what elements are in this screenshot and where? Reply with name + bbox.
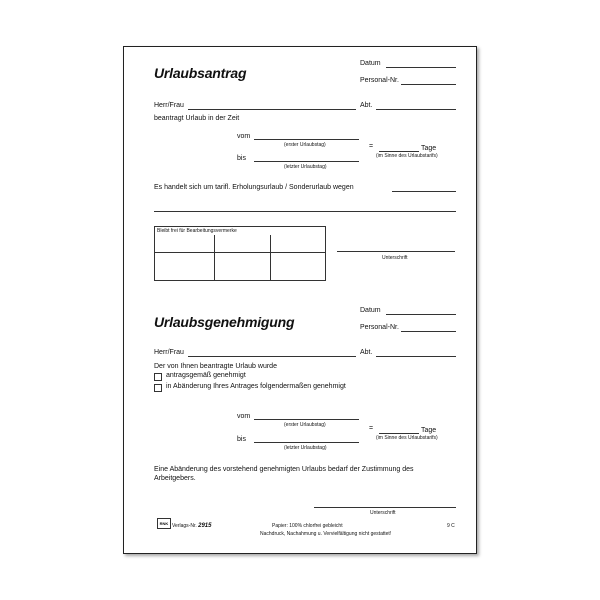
genehmigung-title: Urlaubsgenehmigung: [154, 314, 295, 330]
antrag-bis-label: bis: [237, 155, 246, 162]
gen-datum-field[interactable]: [386, 314, 456, 315]
antrag-unterschrift-label: Unterschrift: [382, 255, 408, 261]
antrag-vom-label: vom: [237, 133, 251, 140]
antrag-personal-nr-label: Personal-Nr.: [360, 77, 399, 84]
antrag-grund-field[interactable]: [392, 191, 456, 192]
antrag-name-field[interactable]: [188, 109, 356, 110]
option-antragsgemaess-checkbox[interactable]: [154, 373, 162, 381]
antrag-beantragt-text: beantragt Urlaub in der Zeit: [154, 115, 240, 122]
bearbeitungsvermerke-box: [154, 226, 326, 281]
antrag-tage-label: Tage: [421, 145, 437, 152]
option-abaenderung-checkbox[interactable]: [154, 384, 162, 392]
antrag-personal-nr-field[interactable]: [401, 84, 456, 85]
publisher-logo-icon: RNK: [157, 518, 171, 529]
gen-tage-label: Tage: [421, 427, 437, 434]
form-sheet: [123, 46, 477, 554]
antrag-grund-field-2[interactable]: [154, 211, 456, 212]
gen-unterschrift-label: Unterschrift: [370, 510, 396, 516]
gen-hinweis-line2: Arbeitgebers.: [154, 475, 196, 482]
gen-intro-text: Der von Ihnen beantragte Urlaub wurde: [154, 363, 277, 370]
option-antragsgemaess-label: antragsgemäß genehmigt: [166, 372, 246, 379]
antrag-equals: =: [369, 143, 374, 150]
antrag-datum-field[interactable]: [386, 67, 456, 68]
gen-equals: =: [369, 425, 374, 432]
antrag-grund-text: Es handelt sich um tarifl. Erholungsurlaub / Sonderurlaub wegen: [154, 184, 354, 191]
gen-vom-field[interactable]: [254, 419, 359, 420]
form-code: 9 C: [447, 523, 455, 529]
gen-tarif-hint: (im Sinne des Urlaubstarifs): [376, 435, 438, 441]
bleibt-frei-label: Bleibt frei für Bearbeitungsvermerke: [157, 228, 237, 234]
antrag-tarif-hint: (im Sinne des Urlaubstarifs): [376, 153, 438, 159]
gen-tage-field[interactable]: [379, 433, 419, 434]
gen-bis-field[interactable]: [254, 442, 359, 443]
antrag-tage-field[interactable]: [379, 151, 419, 152]
gen-personal-nr-field[interactable]: [401, 331, 456, 332]
nachdruck-note: Nachdruck, Nachahmung u. Vervielfältigung nicht gestattet!: [260, 531, 392, 537]
antrag-title: Urlaubsantrag: [154, 65, 247, 81]
gen-letzter-hint: (letzter Urlaubstag): [284, 445, 327, 451]
gen-abt-label: Abt.: [360, 349, 373, 356]
antrag-abt-field[interactable]: [376, 109, 456, 110]
gen-unterschrift-line[interactable]: [314, 507, 456, 508]
gen-abt-field[interactable]: [376, 356, 456, 357]
box-divider-h: [155, 252, 325, 253]
antrag-erster-hint: (erster Urlaubstag): [284, 142, 326, 148]
box-divider-v1: [214, 235, 215, 280]
antrag-abt-label: Abt.: [360, 102, 373, 109]
verlag-nr-value: 2915: [198, 523, 212, 529]
antrag-bis-field[interactable]: [254, 161, 359, 162]
gen-personal-nr-label: Personal-Nr.: [360, 324, 399, 331]
gen-vom-label: vom: [237, 413, 251, 420]
gen-herr-frau-label: Herr/Frau: [154, 349, 184, 356]
gen-name-field[interactable]: [188, 356, 356, 357]
gen-datum-label: Datum: [360, 307, 381, 314]
antrag-herr-frau-label: Herr/Frau: [154, 102, 184, 109]
gen-erster-hint: (erster Urlaubstag): [284, 422, 326, 428]
papier-note: Papier: 100% chlorfrei gebleicht: [272, 523, 343, 529]
antrag-datum-label: Datum: [360, 60, 381, 67]
antrag-vom-field[interactable]: [254, 139, 359, 140]
gen-hinweis-line1: Eine Abänderung des vorstehend genehmigten Urlaubs bedarf der Zustimmung des: [154, 466, 414, 473]
gen-bis-label: bis: [237, 436, 246, 443]
box-divider-v2: [270, 235, 271, 280]
antrag-letzter-hint: (letzter Urlaubstag): [284, 164, 327, 170]
verlag-nr-label: Verlags-Nr. 2915: [172, 523, 212, 529]
antrag-unterschrift-line[interactable]: [337, 251, 455, 252]
option-abaenderung-label: in Abänderung Ihres Antrages folgendermaßen genehmigt: [166, 383, 346, 390]
